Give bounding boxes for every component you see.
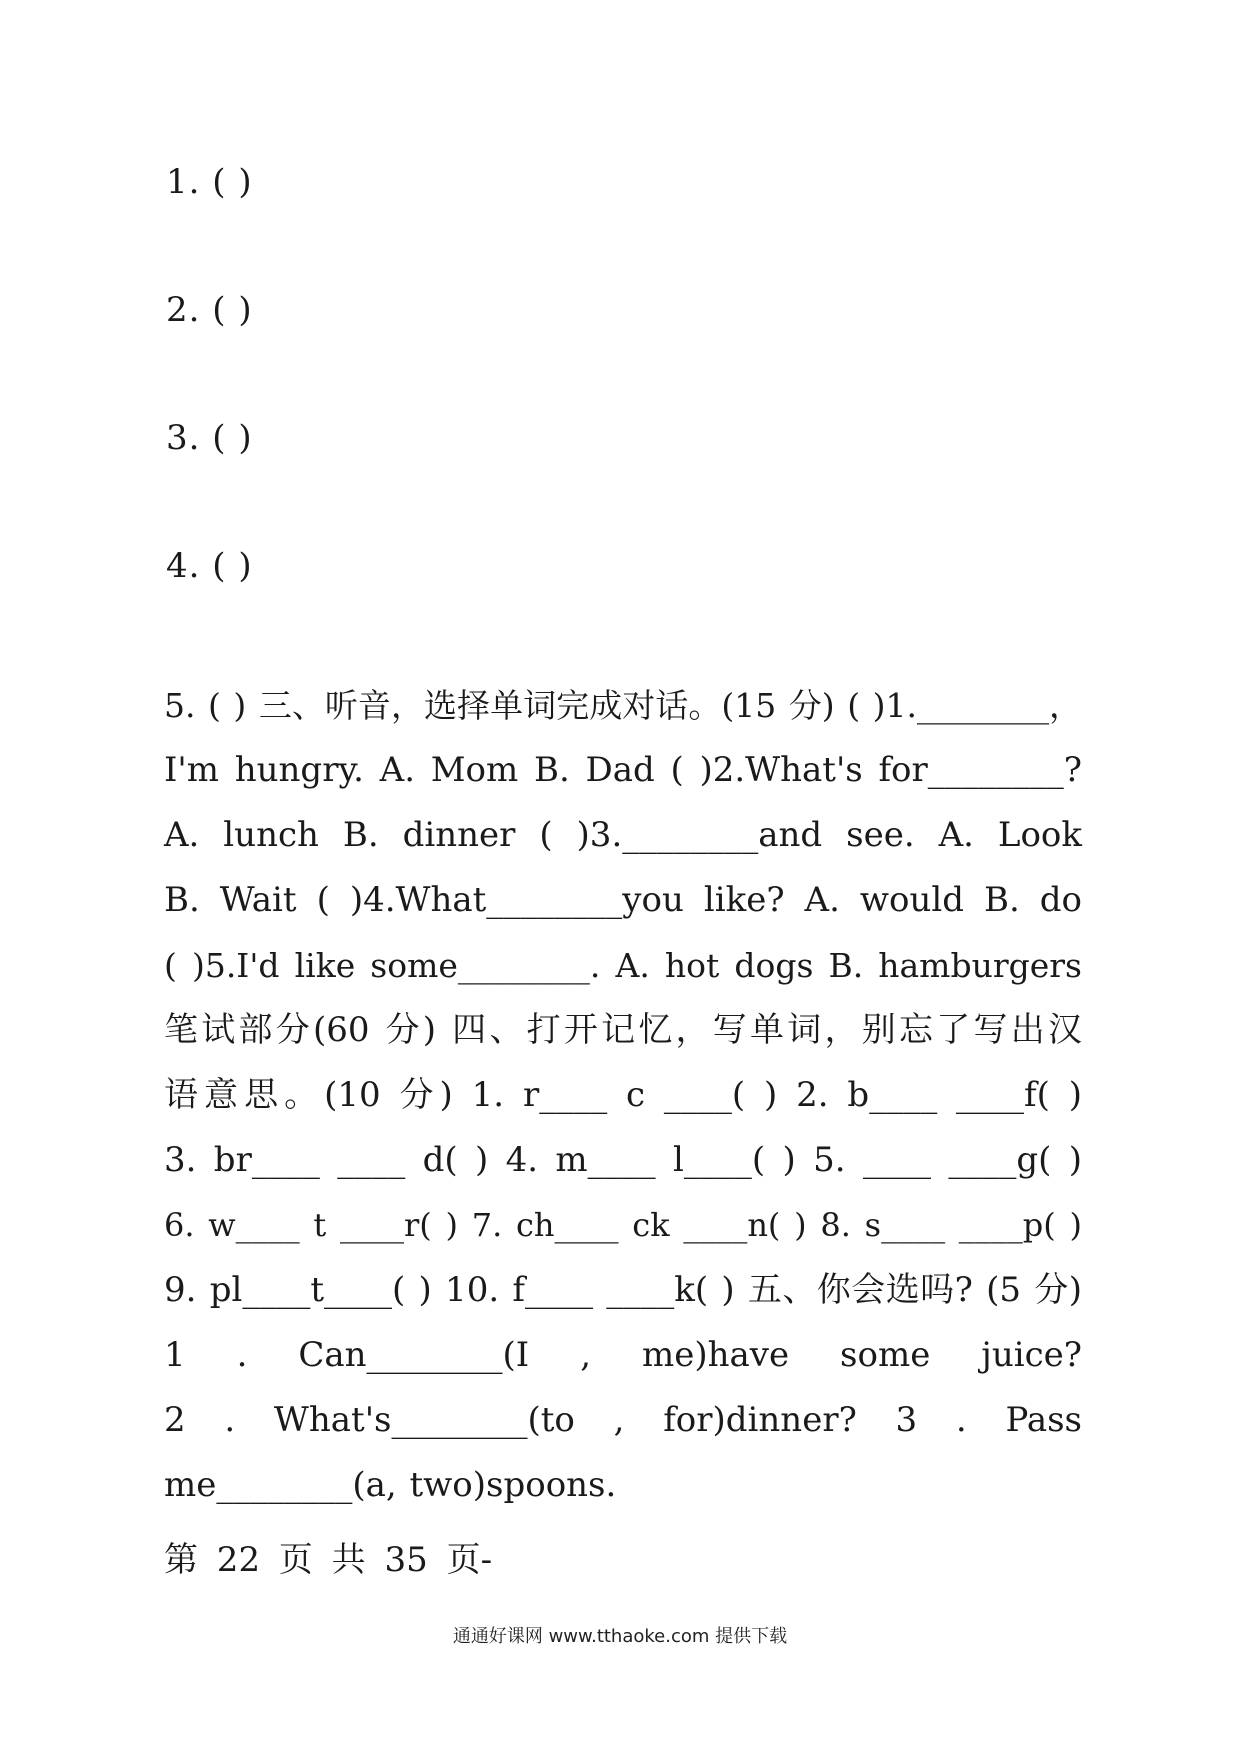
- body-line: 笔试部分(60 分) 四、打开记忆，写单词，别忘了写出汉: [164, 1010, 1082, 1050]
- body-line: I'm hungry. A. Mom B. Dad ( )2.What's for________?: [164, 750, 1082, 790]
- body-line: B. Wait ( )4.What________you like? A. would B. do: [164, 880, 1082, 920]
- body-line: 9. pl____t____( ) 10. f____ ____k( ) 五、你会选吗? (5 分): [164, 1270, 1082, 1310]
- body-line: me________(a, two)spoons.: [164, 1465, 617, 1505]
- body-line: 1 . Can________(I , me)have some juice?: [164, 1335, 1082, 1375]
- body-line: 6. w____ t ____r( ) 7. ch____ ck ____n( ) 8. s____ ____p( ): [164, 1206, 1082, 1244]
- page-counter: 第 22 页 共 35 页-: [164, 1540, 493, 1580]
- exercise-body: [164, 673, 1082, 1518]
- question-item-2: 2. ( ): [166, 290, 253, 330]
- body-line: 2 . What's________(to , for)dinner? 3 . Pass: [164, 1400, 1082, 1440]
- body-line: 5. ( ) 三、听音，选择单词完成对话。(15 分) ( )1.________，: [164, 686, 1082, 725]
- footer-source: 通通好课网 www.tthaoke.com 提供下载: [452, 1626, 788, 1647]
- body-line: A. lunch B. dinner ( )3.________and see. A. Look: [164, 815, 1082, 855]
- question-item-1: 1. ( ): [166, 162, 253, 202]
- question-item-3: 3. ( ): [166, 418, 253, 458]
- body-line: ( )5.I'd like some________. A. hot dogs B. hamburgers: [164, 946, 1082, 985]
- body-line: 语意思。(10 分) 1. r____ c ____( ) 2. b____ ____f( ): [164, 1075, 1082, 1115]
- question-item-4: 4. ( ): [166, 546, 253, 586]
- body-line: 3. br____ ____ d( ) 4. m____ l____( ) 5. ____ ____g( ): [164, 1140, 1082, 1180]
